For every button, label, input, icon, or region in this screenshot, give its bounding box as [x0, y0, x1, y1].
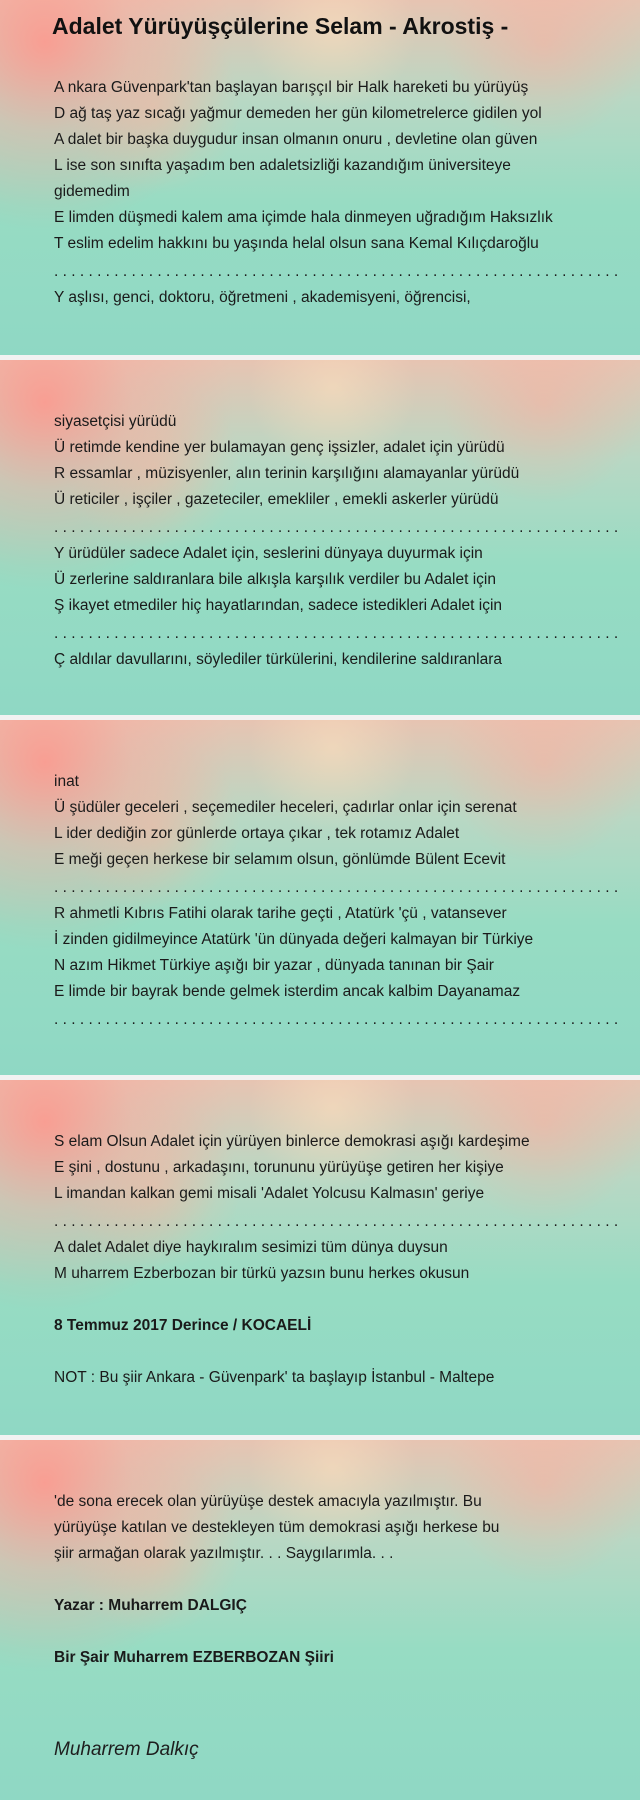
poem-line: Y ürüdüler sadece Adalet için, seslerini dünyaya duyurmak için — [54, 545, 483, 562]
poem-line: D ağ taş yaz sıcağı yağmur demeden her gün kilometrelerce gidilen yol — [54, 105, 542, 122]
poem-panel-4 — [0, 1080, 640, 1435]
poem-title: Adalet Yürüyüşçülerine Selam - Akrostiş - — [52, 13, 509, 39]
poem-panel-2 — [0, 360, 640, 715]
poem-line: L ise son sınıfta yaşadım ben adaletsizliği kazandığım üniversiteye — [54, 157, 511, 174]
date-location: 8 Temmuz 2017 Derince / KOCAELİ — [54, 1317, 312, 1334]
poem-line: Ü şüdüler geceleri , seçemediler heceleri, çadırlar onlar için serenat — [54, 799, 517, 816]
poem-line: İ zinden gidilmeyince Atatürk 'ün dünyada değeri kalmayan bir Türkiye — [54, 931, 534, 948]
author-line: Yazar : Muharrem DALGIÇ — [54, 1597, 247, 1614]
dotted-separator: . . . . . . . . . . . . . . . . . . . . . . . . . . . . . . . . . . . . . . . . . . . . . . . . . . . . . . . . . . . . . . . . . . — [54, 625, 619, 642]
poem-line: L imandan kalkan gemi misali 'Adalet Yolcusu Kalmasın' geriye — [54, 1185, 485, 1202]
poem-line: gidemedim — [54, 183, 130, 200]
poem-line: inat — [54, 773, 79, 790]
poem-line: Ü retimde kendine yer bulamayan genç işsizler, adalet için yürüdü — [54, 439, 505, 456]
dotted-separator: . . . . . . . . . . . . . . . . . . . . . . . . . . . . . . . . . . . . . . . . . . . . . . . . . . . . . . . . . . . . . . . . . . — [54, 263, 619, 280]
poem-line: A dalet bir başka duygudur insan olmanın onuru , devletine olan güven — [54, 131, 538, 148]
poem-line: Ç aldılar davullarını, söylediler türkülerini, kendilerine saldıranlara — [54, 651, 502, 668]
poem-line: R essamlar , müzisyenler, alın terinin karşılığını alamayanlar yürüdü — [54, 465, 520, 482]
dotted-separator: . . . . . . . . . . . . . . . . . . . . . . . . . . . . . . . . . . . . . . . . . . . . . . . . . . . . . . . . . . . . . . . . . . — [54, 1011, 619, 1028]
poem-panel-1 — [0, 0, 640, 355]
note-line: NOT : Bu şiir Ankara - Güvenpark' ta başlayıp İstanbul - Maltepe — [54, 1369, 495, 1386]
note-line: yürüyüşe katılan ve destekleyen tüm demokrasi aşığı herkese bu — [54, 1519, 500, 1536]
poem-line: M uharrem Ezberbozan bir türkü yazsın bunu herkes okusun — [54, 1265, 470, 1282]
poem-line: T eslim edelim hakkını bu yaşında helal olsun sana Kemal Kılıçdaroğlu — [54, 235, 539, 252]
poem-line: R ahmetli Kıbrıs Fatihi olarak tarihe geçti , Atatürk 'çü , vatansever — [54, 905, 507, 922]
poem-line: S elam Olsun Adalet için yürüyen binlerce demokrasi aşığı kardeşime — [54, 1133, 530, 1150]
poem-line: Ü zerlerine saldıranlara bile alkışla karşılık verdiler bu Adalet için — [54, 571, 496, 588]
author-signature: Muharrem Dalkıç — [54, 1739, 199, 1760]
poem-line: siyasetçisi yürüdü — [54, 413, 177, 430]
dotted-separator: . . . . . . . . . . . . . . . . . . . . . . . . . . . . . . . . . . . . . . . . . . . . . . . . . . . . . . . . . . . . . . . . . . — [54, 1213, 619, 1230]
poem-panel-3 — [0, 720, 640, 1075]
poem-line: E şini , dostunu , arkadaşını, torununu yürüyüşe getiren her kişiye — [54, 1159, 504, 1176]
dotted-separator: . . . . . . . . . . . . . . . . . . . . . . . . . . . . . . . . . . . . . . . . . . . . . . . . . . . . . . . . . . . . . . . . . . — [54, 879, 619, 896]
poem-line: A dalet Adalet diye haykıralım sesimizi tüm dünya duysun — [54, 1239, 448, 1256]
poem-line: Y aşlısı, genci, doktoru, öğretmeni , akademisyeni, öğrencisi, — [54, 289, 471, 306]
note-line: şiir armağan olarak yazılmıştır. . . Saygılarımla. . . — [54, 1545, 394, 1562]
poem-line: E limden düşmedi kalem ama içimde hala dinmeyen uğradığım Haksızlık — [54, 209, 553, 226]
poem-line: N azım Hikmet Türkiye aşığı bir yazar , dünyada tanınan bir Şair — [54, 957, 494, 974]
poem-line: A nkara Güvenpark'tan başlayan barışçıl bir Halk hareketi bu yürüyüş — [54, 79, 529, 96]
poet-line: Bir Şair Muharrem EZBERBOZAN Şiiri — [54, 1649, 334, 1666]
poem-line: Ü reticiler , işçiler , gazeteciler, emekliler , emekli askerler yürüdü — [54, 491, 499, 508]
poem-line: E meği geçen herkese bir selamım olsun, gönlümde Bülent Ecevit — [54, 851, 506, 868]
poem-line: L ider dediğin zor günlerde ortaya çıkar , tek rotamız Adalet — [54, 825, 460, 842]
poem-panel-5 — [0, 1440, 640, 1800]
dotted-separator: . . . . . . . . . . . . . . . . . . . . . . . . . . . . . . . . . . . . . . . . . . . . . . . . . . . . . . . . . . . . . . . . . . — [54, 519, 619, 536]
poem-line: E limde bir bayrak bende gelmek isterdim ancak kalbim Dayanamaz — [54, 983, 521, 1000]
poem-line: Ş ikayet etmediler hiç hayatlarından, sadece istedikleri Adalet için — [54, 597, 503, 614]
note-line: 'de sona erecek olan yürüyüşe destek amacıyla yazılmıştır. Bu — [54, 1493, 482, 1510]
